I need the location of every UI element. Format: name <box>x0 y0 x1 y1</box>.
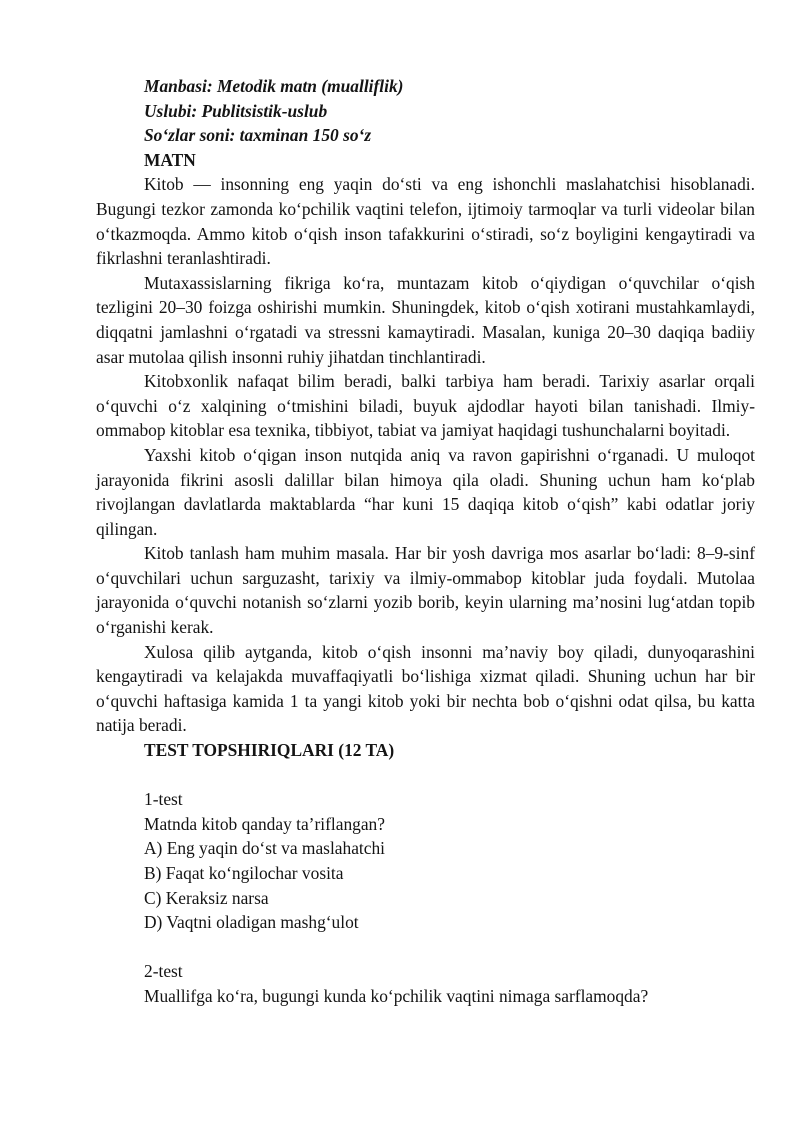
answer-option: A) Eng yaqin do‘st va maslahatchi <box>144 838 385 859</box>
tests-heading: TEST TOPSHIRIQLARI (12 TA) <box>144 740 395 761</box>
paragraph: Kitob — insonning eng yaqin do‘sti va eng ishonchli maslahatchisi hisoblanadi. Bugungi tezkor zamonda ko‘pchilik vaqtini telefon, ijtimoiy tarmoqlar va turli videolar bilan o‘tkazmoqda. Ammo kitob o‘qish inson tafakkurini o‘stiradi, so‘z boyligini kengaytiradi va fikrlashni teranlashtiradi. <box>96 174 755 269</box>
test-question: Matnda kitob qanday ta’riflangan? <box>144 813 385 834</box>
answer-option: B) Faqat ko‘ngilochar vosita <box>144 863 344 883</box>
word-count-line: So‘zlar soni: taxminan 150 so‘z <box>144 125 372 146</box>
blank-line <box>96 763 755 788</box>
test-label: 1-test <box>144 789 183 810</box>
test-label: 2-test <box>144 961 183 982</box>
blank-line <box>96 935 755 960</box>
test-question: Muallifga ko‘ra, bugungi kunda ko‘pchilik vaqtini nimaga sarflamoqda? <box>144 985 649 1006</box>
paragraph: Kitobxonlik nafaqat bilim beradi, balki tarbiya ham beradi. Tarixiy asarlar orqali o‘quvchi o‘z xalqining o‘tmishini biladi, buyuk ajdodlar hayoti bilan tanishadi. Ilmiy-ommabop kitoblar esa texnika, tibbiyot, tabiat va jamiyat haqidagi tushunchalarni boyitadi. <box>96 371 755 441</box>
answer-option: D) Vaqtni oladigan mashg‘ulot <box>144 912 359 933</box>
text-heading: MATN <box>144 149 196 170</box>
paragraph: Mutaxassislarning fikriga ko‘ra, muntazam kitob o‘qiydigan o‘quvchilar o‘qish tezligini 20–30 foizga oshirishi mumkin. Shuningdek, kitob o‘qish xotirani mustahkamlaydi, diqqatni jamlashni o‘rgatadi va stressni kamaytiradi. Masalan, kuniga 20–30 daqiqa badiiy asar mutolaa qilish insonni ruhiy jihatdan tinchlantiradi. <box>96 272 755 367</box>
test-item <box>96 959 755 1008</box>
source-line: Manbasi: Metodik matn (mualliflik) <box>144 76 404 96</box>
paragraph: Kitob tanlash ham muhim masala. Har bir yosh davriga mos asarlar bo‘ladi: 8–9-sinf o‘quvchilari uchun sarguzasht, tarixiy va ilmiy-ommabop kitoblar juda foydali. Mutolaa jarayonida o‘quvchi notanish so‘zlarni yozib borib, keyin ularning ma’nosini lug‘atdan topib o‘rganishi kerak. <box>96 543 755 638</box>
paragraph: Yaxshi kitob o‘qigan inson nutqida aniq va ravon gapirishni o‘rganadi. U muloqot jarayonida fikrini asosli dalillar bilan himoya qila oladi. Shuning uchun ham ko‘plab rivojlangan davlatlarda maktablarda “har kuni 15 daqiqa kitob o‘qish” kabi odatlar joriy qilingan. <box>96 444 755 539</box>
paragraph: Xulosa qilib aytganda, kitob o‘qish insonni ma’naviy boy qiladi, dunyoqarashini kengaytiradi va kelajakda muvaffaqiyatli bo‘lishiga xizmat qiladi. Shuning uchun har bir o‘quvchi haftasiga kamida 1 ta yangi kitob yoki bir nechta bob o‘qishni odat qilsa, bu katta natija beradi. <box>96 641 755 736</box>
answer-option: C) Keraksiz narsa <box>144 887 269 908</box>
document-page <box>96 74 755 1009</box>
style-line: Uslubi: Publitsistik-uslub <box>144 100 328 121</box>
test-item <box>96 787 755 935</box>
